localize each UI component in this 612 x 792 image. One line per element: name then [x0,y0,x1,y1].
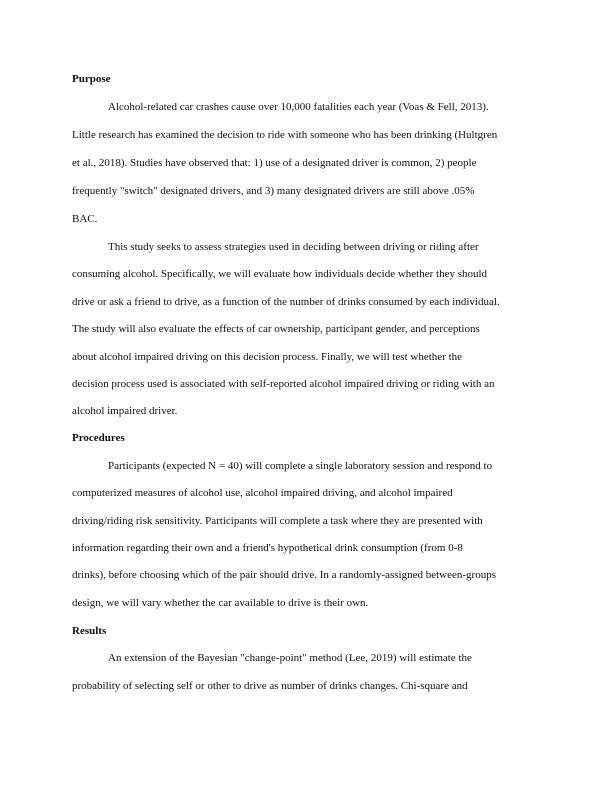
text-line: Alcohol-related car crashes cause over 10,000 fatalities each year (Voas & Fell, 2013). [108,101,489,113]
heading-purpose: Purpose [72,73,111,85]
text-line: Participants (expected N = 40) will complete a single laboratory session and respond to [108,460,493,472]
text-line: information regarding their own and a friend's hypothetical drink consumption (from 0-8 [72,542,463,554]
text-line: frequently "switch" designated drivers, and 3) many designated drivers are still above .05% [72,185,475,197]
text-line: decision process used is associated with self-reported alcohol impaired driving or riding with an [72,378,495,390]
text-line: drinks), before choosing which of the pair should drive. In a randomly-assigned between-groups [72,569,496,581]
text-line: Little research has examined the decision to ride with someone who has been drinking (Hultgren [72,129,498,141]
text-line: The study will also evaluate the effects of car ownership, participant gender, and perceptions [72,323,480,335]
text-line: consuming alcohol. Specifically, we will evaluate how individuals decide whether they should [72,268,488,280]
text-line: This study seeks to assess strategies used in deciding between driving or riding after [108,241,479,253]
text-line: BAC. [72,213,98,225]
text-line: about alcohol impaired driving on this decision process. Finally, we will test whether the [72,351,463,363]
text-line: design, we will vary whether the car available to drive is their own. [72,597,369,609]
heading-results: Results [72,625,107,637]
text-line: alcohol impaired driver. [72,405,178,417]
text-line: drive or ask a friend to drive, as a function of the number of drinks consumed by each individual. [72,296,500,308]
text-line: computerized measures of alcohol use, alcohol impaired driving, and alcohol impaired [72,487,453,499]
heading-procedures: Procedures [72,432,125,444]
text-line: driving/riding risk sensitivity. Participants will complete a task where they are presented with [72,515,483,527]
text-line: probability of selecting self or other to drive as number of drinks changes. Chi-square and [72,680,468,692]
text-line: et al., 2018). Studies have observed that: 1) use of a designated driver is common, 2) people [72,157,477,169]
text-line: An extension of the Bayesian "change-point" method (Lee, 2019) will estimate the [108,652,472,664]
